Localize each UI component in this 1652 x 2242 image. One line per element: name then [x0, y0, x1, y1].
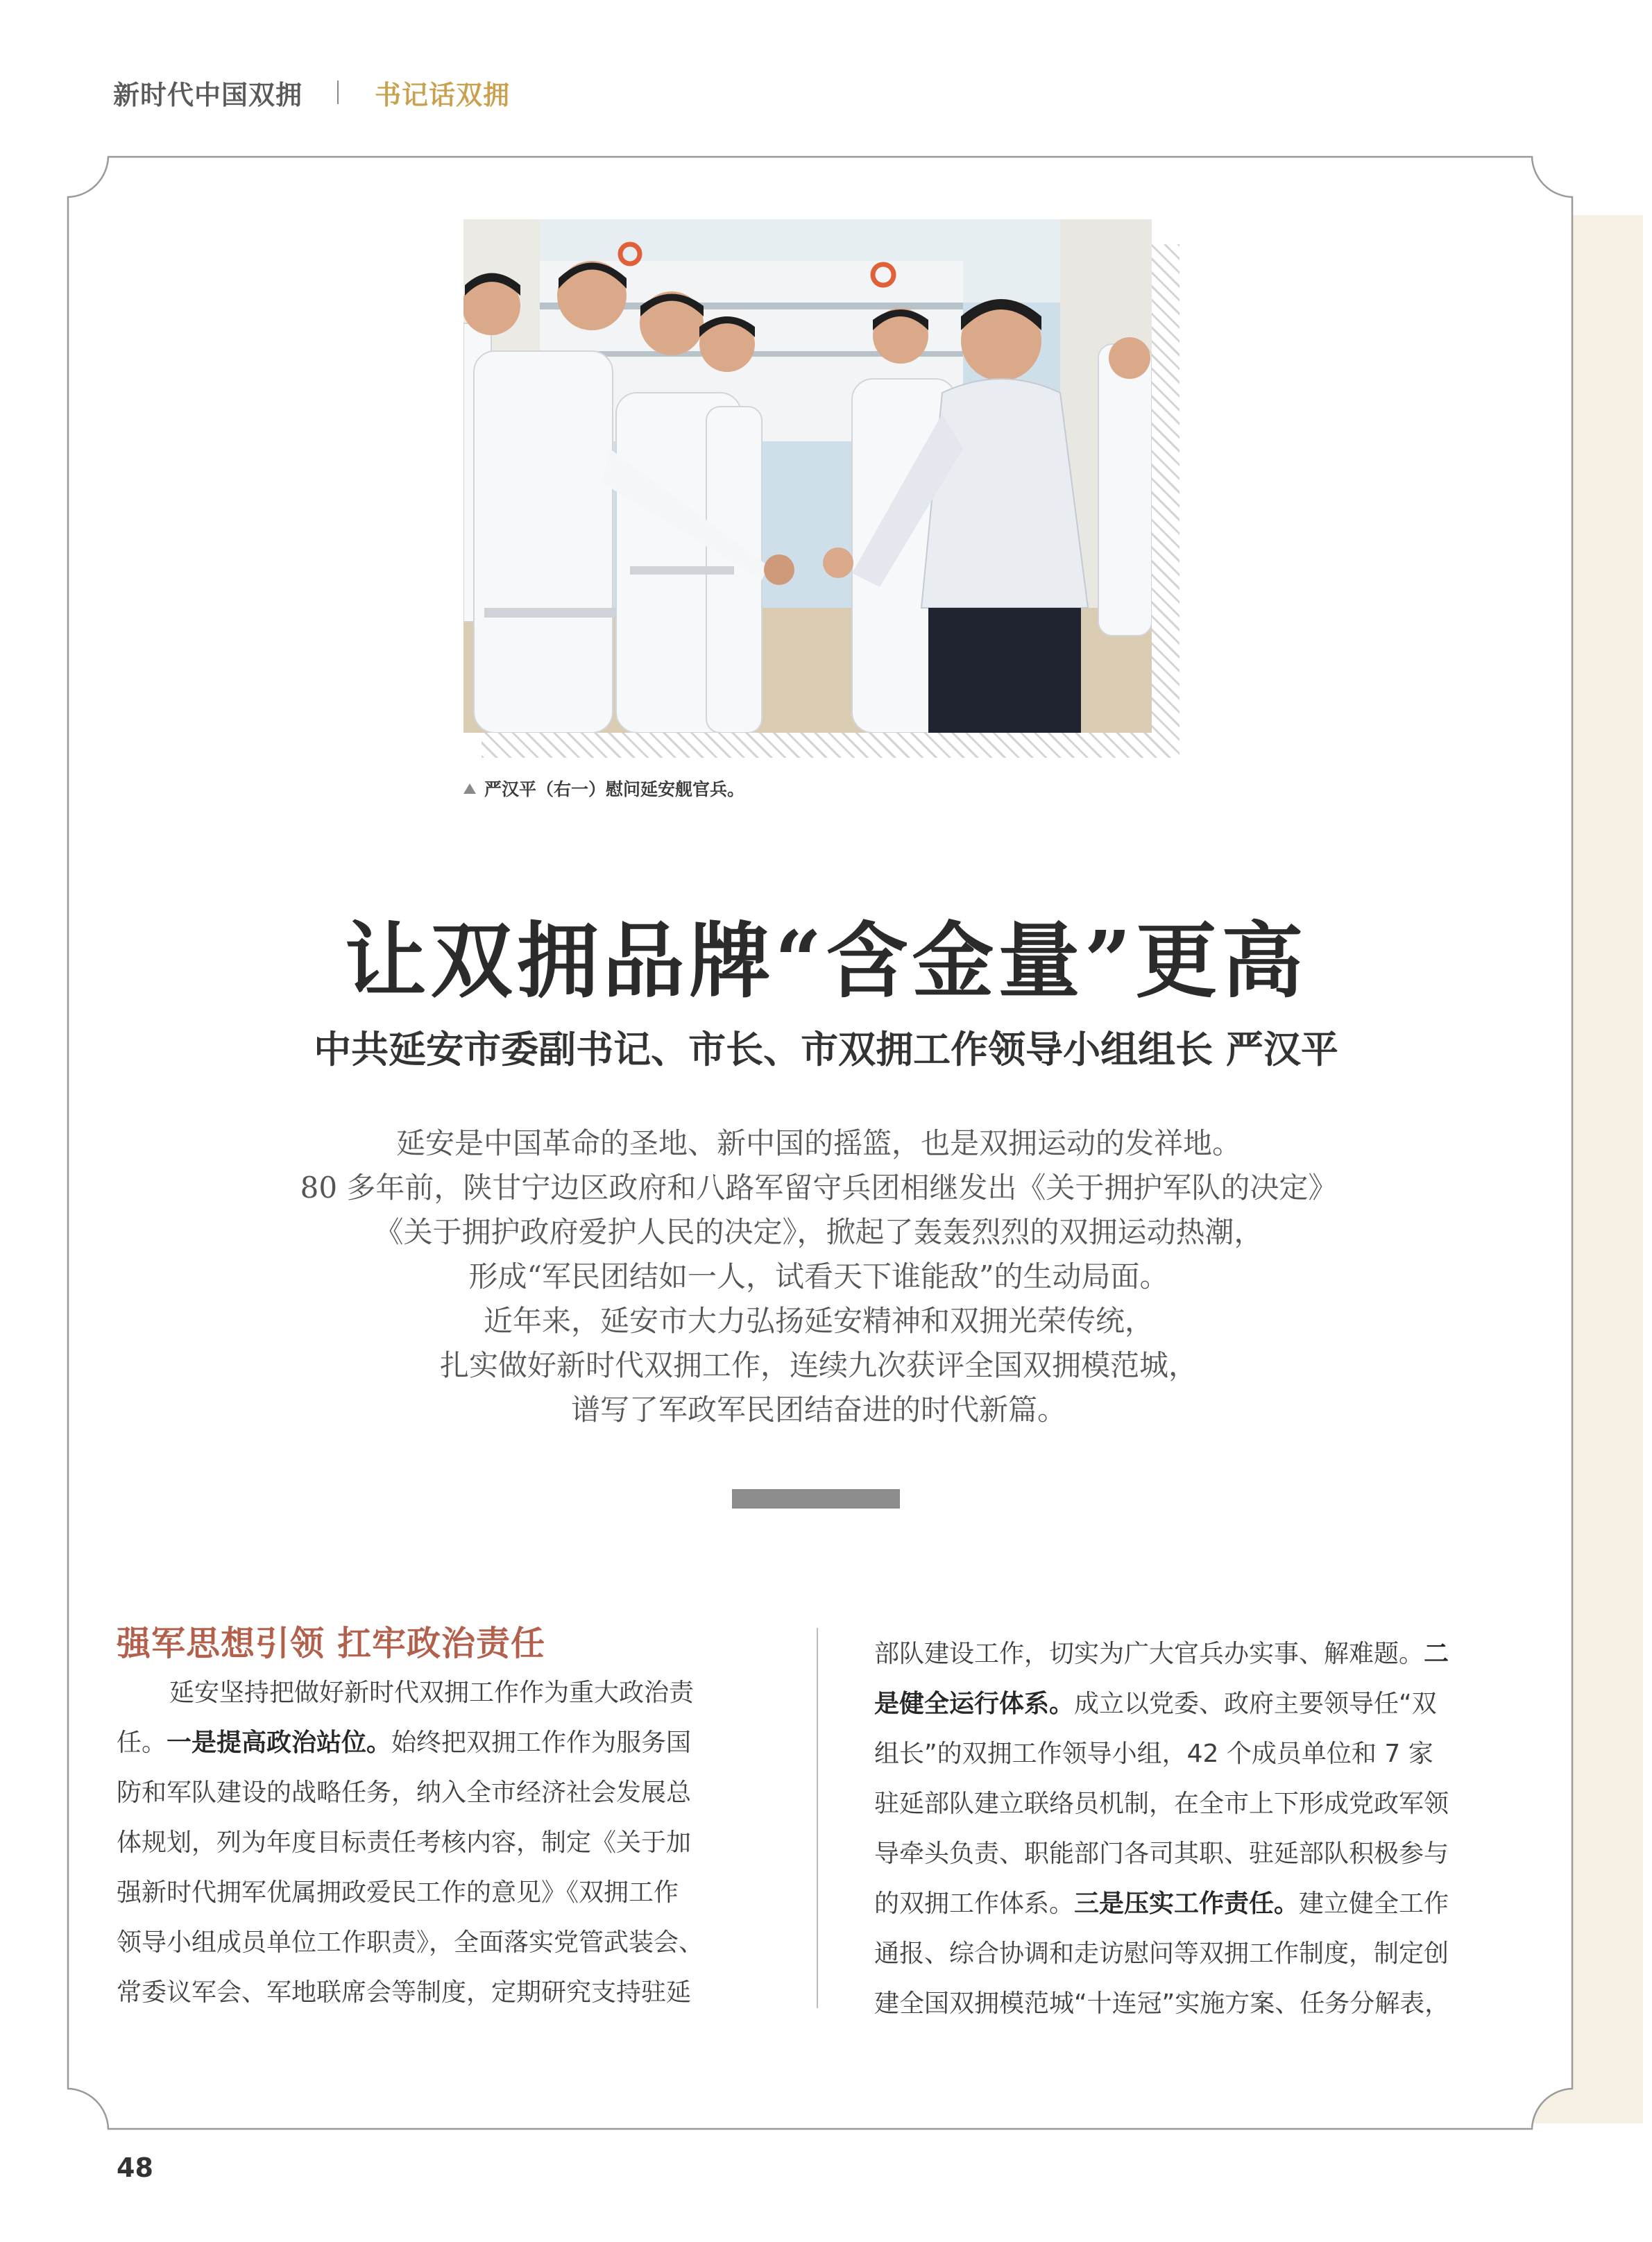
page-number: 48 — [117, 2152, 153, 2183]
section-divider — [732, 1489, 900, 1509]
article-intro — [125, 1121, 1513, 1432]
body-line: 是健全运行体系。成立以党委、政府主要领导任“双 — [874, 1690, 1437, 1718]
running-header — [113, 68, 510, 117]
header-separator — [337, 80, 339, 104]
body-line: 的双拥工作体系。三是压实工作责任。建立健全工作 — [874, 1889, 1449, 1918]
intro-line: 《关于拥护政府爱护人民的决定》，掀起了轰轰烈烈的双拥运动热潮， — [374, 1215, 1263, 1249]
intro-line: 80 多年前，陕甘宁边区政府和八路军留守兵团相继发出《关于拥护军队的决定》 — [300, 1171, 1338, 1205]
intro-line: 延安是中国革命的圣地、新中国的摇篮，也是双拥运动的发祥地。 — [395, 1126, 1241, 1160]
caption-triangle-icon — [463, 783, 476, 794]
body-line: 导牵头负责、职能部门各司其职、驻延部队积极参与 — [874, 1840, 1449, 1868]
body-line: 通报、综合协调和走访慰问等双拥工作制度，制定创 — [874, 1939, 1449, 1968]
emphasis-text: 一是提高政治站位。 — [167, 1729, 392, 1757]
photo-illustration — [463, 219, 1152, 733]
article-byline: 中共延安市委副书记、市长、市双拥工作领导小组组长 严汉平 — [314, 1028, 1338, 1071]
body-line: 强新时代拥军优属拥政爱民工作的意见》《双拥工作 — [117, 1878, 679, 1907]
body-column-right — [874, 1629, 1518, 2029]
caption-text: 严汉平（右一）慰问延安舰官兵。 — [484, 779, 745, 799]
section-heading: 强军思想引领 扛牢政治责任 — [117, 1624, 546, 1663]
body-line: 延安坚持把做好新时代双拥工作作为重大政治责 — [169, 1679, 695, 1707]
article-title: 让双拥品牌“含金量”更高 — [344, 912, 1308, 1009]
body-line: 领导小组成员单位工作职责》，全面落实党管武装会、 — [117, 1928, 704, 1957]
column-name: 书记话双拥 — [375, 79, 511, 110]
body-line: 体规划，列为年度目标责任考核内容，制定《关于加 — [117, 1828, 692, 1857]
emphasis-text: 二 — [1424, 1640, 1449, 1668]
body-line: 组长”的双拥工作领导小组，42 个成员单位和 7 家 — [874, 1740, 1433, 1768]
body-line: 驻延部队建立联络员机制，在全市上下形成党政军领 — [874, 1790, 1449, 1818]
body-line: 建全国双拥模范城“十连冠”实施方案、任务分解表， — [874, 1989, 1450, 2018]
body-line: 部队建设工作，切实为广大官兵办实事、解难题。二 — [874, 1640, 1449, 1668]
section-name: 新时代中国双拥 — [113, 79, 303, 110]
intro-line: 形成“军民团结如一人，试看天下谁能敌”的生动局面。 — [468, 1259, 1169, 1293]
body-line: 防和军队建设的战略任务，纳入全市经济社会发展总 — [117, 1778, 692, 1807]
intro-line: 扎实做好新时代双拥工作，连续九次获评全国双拥模范城， — [439, 1348, 1198, 1382]
emphasis-text: 三是压实工作责任。 — [1074, 1889, 1300, 1918]
photo — [463, 219, 1152, 733]
body-line: 任。一是提高政治站位。始终把双拥工作作为服务国 — [117, 1729, 692, 1757]
body-column-left — [117, 1622, 760, 2018]
body-line: 常委议军会、军地联席会等制度，定期研究支持驻延 — [117, 1978, 692, 2007]
intro-line: 近年来，延安市大力弘扬延安精神和双拥光荣传统， — [483, 1304, 1154, 1338]
column-rule — [817, 1628, 818, 2008]
emphasis-text: 是健全运行体系。 — [874, 1690, 1075, 1718]
intro-line: 谱写了军政军民团结奋进的时代新篇。 — [570, 1393, 1066, 1427]
photo-caption — [463, 776, 744, 801]
